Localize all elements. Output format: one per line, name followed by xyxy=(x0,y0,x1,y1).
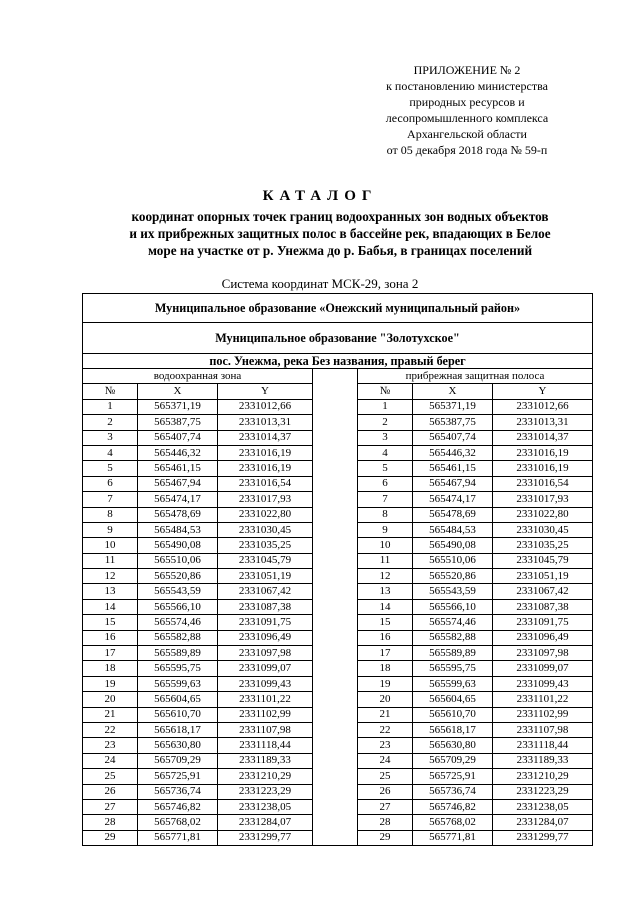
table-row xyxy=(83,799,593,814)
x-coordinate-cell: 565582,88 xyxy=(413,630,493,645)
y-coordinate-cell: 2331189,33 xyxy=(218,753,313,768)
y-coordinate-cell: 2331014,37 xyxy=(218,430,313,445)
table-gap xyxy=(313,753,358,768)
x-coordinate-cell: 565595,75 xyxy=(138,661,218,676)
table-row xyxy=(83,492,593,507)
subtitle-line: море на участке от р. Унежма до р. Бабья, в границах поселений xyxy=(147,243,533,258)
subtitle-line: и их прибрежных защитных полос в бассейне рек, впадающих в Белое xyxy=(129,226,551,241)
annex-line: лесопромышленного комплекса xyxy=(385,111,549,125)
point-number-cell: 17 xyxy=(83,646,138,661)
table-row xyxy=(83,646,593,661)
point-number-cell: 29 xyxy=(83,830,138,845)
y-coordinate-cell: 2331016,19 xyxy=(218,461,313,476)
y-coordinate-cell: 2331016,54 xyxy=(218,476,313,491)
y-coordinate-cell: 2331013,31 xyxy=(218,415,313,430)
y-coordinate-cell: 2331022,80 xyxy=(493,507,593,522)
table-gap xyxy=(313,445,358,460)
y-coordinate-cell: 2331096,49 xyxy=(493,630,593,645)
point-number-cell: 17 xyxy=(358,646,413,661)
x-coordinate-cell: 565446,32 xyxy=(413,445,493,460)
x-coordinate-cell: 565604,65 xyxy=(413,692,493,707)
y-coordinate-cell: 2331087,38 xyxy=(218,599,313,614)
table-gap xyxy=(313,369,358,384)
point-number-cell: 11 xyxy=(358,553,413,568)
x-coordinate-cell: 565725,91 xyxy=(138,769,218,784)
table-row xyxy=(83,584,593,599)
coordinates-table xyxy=(82,293,593,846)
table-gap xyxy=(313,538,358,553)
y-coordinate-cell: 2331118,44 xyxy=(218,738,313,753)
y-coordinate-cell: 2331101,22 xyxy=(493,692,593,707)
y-coordinate-cell: 2331223,29 xyxy=(218,784,313,799)
table-row xyxy=(83,722,593,737)
y-coordinate-cell: 2331030,45 xyxy=(218,522,313,537)
x-coordinate-cell: 565630,80 xyxy=(138,738,218,753)
y-coordinate-cell: 2331016,19 xyxy=(493,445,593,460)
x-coordinate-cell: 565604,65 xyxy=(138,692,218,707)
col-y-header: Y xyxy=(493,384,593,399)
x-coordinate-cell: 565467,94 xyxy=(413,476,493,491)
y-coordinate-cell: 2331016,19 xyxy=(493,461,593,476)
point-number-cell: 3 xyxy=(358,430,413,445)
y-coordinate-cell: 2331017,93 xyxy=(218,492,313,507)
x-coordinate-cell: 565371,19 xyxy=(413,399,493,414)
x-coordinate-cell: 565736,74 xyxy=(138,784,218,799)
x-coordinate-cell: 565566,10 xyxy=(413,599,493,614)
point-number-cell: 24 xyxy=(358,753,413,768)
point-number-cell: 16 xyxy=(358,630,413,645)
table-gap xyxy=(313,584,358,599)
x-coordinate-cell: 565387,75 xyxy=(138,415,218,430)
y-coordinate-cell: 2331099,07 xyxy=(218,661,313,676)
table-row xyxy=(83,769,593,784)
y-coordinate-cell: 2331284,07 xyxy=(218,815,313,830)
point-number-cell: 15 xyxy=(358,615,413,630)
point-number-cell: 27 xyxy=(83,799,138,814)
table-row xyxy=(83,615,593,630)
table-gap xyxy=(313,553,358,568)
point-number-cell: 14 xyxy=(83,599,138,614)
point-number-cell: 8 xyxy=(358,507,413,522)
table-gap xyxy=(313,830,358,845)
x-coordinate-cell: 565618,17 xyxy=(138,722,218,737)
y-coordinate-cell: 2331210,29 xyxy=(218,769,313,784)
table-gap xyxy=(313,569,358,584)
x-coordinate-cell: 565566,10 xyxy=(138,599,218,614)
y-coordinate-cell: 2331014,37 xyxy=(493,430,593,445)
point-number-cell: 26 xyxy=(83,784,138,799)
table-gap xyxy=(313,507,358,522)
annex-line: ПРИЛОЖЕНИЕ № 2 xyxy=(413,63,521,77)
y-coordinate-cell: 2331299,77 xyxy=(493,830,593,845)
coordinate-system: Система координат МСК-29, зона 2 xyxy=(221,276,419,291)
x-coordinate-cell: 565474,17 xyxy=(138,492,218,507)
x-coordinate-cell: 565771,81 xyxy=(138,830,218,845)
table-row xyxy=(83,630,593,645)
x-coordinate-cell: 565618,17 xyxy=(413,722,493,737)
x-coordinate-cell: 565630,80 xyxy=(413,738,493,753)
table-gap xyxy=(313,492,358,507)
x-coordinate-cell: 565461,15 xyxy=(138,461,218,476)
table-row xyxy=(83,430,593,445)
point-number-cell: 6 xyxy=(358,476,413,491)
x-coordinate-cell: 565595,75 xyxy=(413,661,493,676)
table-row xyxy=(83,815,593,830)
point-number-cell: 12 xyxy=(83,569,138,584)
table-gap xyxy=(313,384,358,399)
point-number-cell: 25 xyxy=(83,769,138,784)
y-coordinate-cell: 2331035,25 xyxy=(218,538,313,553)
table-gap xyxy=(313,707,358,722)
table-row xyxy=(83,692,593,707)
col-num-header: № xyxy=(83,384,138,399)
table-row xyxy=(83,415,593,430)
table-gap xyxy=(313,738,358,753)
left-group-label: водоохранная зона xyxy=(83,369,313,384)
annex-line: к постановлению министерства xyxy=(386,79,548,93)
annex-line: от 05 декабря 2018 года № 59-п xyxy=(386,143,548,157)
y-coordinate-cell: 2331099,43 xyxy=(218,676,313,691)
point-number-cell: 29 xyxy=(358,830,413,845)
y-coordinate-cell: 2331013,31 xyxy=(493,415,593,430)
point-number-cell: 10 xyxy=(83,538,138,553)
point-number-cell: 2 xyxy=(358,415,413,430)
table-gap xyxy=(313,522,358,537)
y-coordinate-cell: 2331189,33 xyxy=(493,753,593,768)
table-row xyxy=(83,676,593,691)
x-coordinate-cell: 565589,89 xyxy=(138,646,218,661)
x-coordinate-cell: 565484,53 xyxy=(413,522,493,537)
y-coordinate-cell: 2331045,79 xyxy=(493,553,593,568)
table-gap xyxy=(313,615,358,630)
y-coordinate-cell: 2331299,77 xyxy=(218,830,313,845)
y-coordinate-cell: 2331067,42 xyxy=(218,584,313,599)
point-number-cell: 9 xyxy=(83,522,138,537)
x-coordinate-cell: 565387,75 xyxy=(413,415,493,430)
point-number-cell: 4 xyxy=(358,445,413,460)
table-row xyxy=(83,522,593,537)
y-coordinate-cell: 2331107,98 xyxy=(493,722,593,737)
y-coordinate-cell: 2331067,42 xyxy=(493,584,593,599)
table-row xyxy=(83,599,593,614)
x-coordinate-cell: 565520,86 xyxy=(138,569,218,584)
x-coordinate-cell: 565446,32 xyxy=(138,445,218,460)
y-coordinate-cell: 2331017,93 xyxy=(493,492,593,507)
x-coordinate-cell: 565610,70 xyxy=(138,707,218,722)
point-number-cell: 1 xyxy=(83,399,138,414)
subtitle-line: координат опорных точек границ водоохранных зон водных объектов xyxy=(131,209,549,224)
table-row xyxy=(83,661,593,676)
point-number-cell: 28 xyxy=(358,815,413,830)
point-number-cell: 19 xyxy=(83,676,138,691)
table-gap xyxy=(313,692,358,707)
table-gap xyxy=(313,415,358,430)
table-row xyxy=(83,753,593,768)
y-coordinate-cell: 2331102,99 xyxy=(218,707,313,722)
table-gap xyxy=(313,599,358,614)
x-coordinate-cell: 565510,06 xyxy=(138,553,218,568)
point-number-cell: 7 xyxy=(83,492,138,507)
x-coordinate-cell: 565709,29 xyxy=(138,753,218,768)
x-coordinate-cell: 565543,59 xyxy=(413,584,493,599)
municipality-header: Муниципальное образование «Онежский муниципальный район» xyxy=(83,294,593,323)
x-coordinate-cell: 565543,59 xyxy=(138,584,218,599)
table-gap xyxy=(313,722,358,737)
y-coordinate-cell: 2331030,45 xyxy=(493,522,593,537)
point-number-cell: 27 xyxy=(358,799,413,814)
x-coordinate-cell: 565746,82 xyxy=(138,799,218,814)
point-number-cell: 28 xyxy=(83,815,138,830)
y-coordinate-cell: 2331223,29 xyxy=(493,784,593,799)
point-number-cell: 21 xyxy=(358,707,413,722)
document-subtitle xyxy=(90,208,590,259)
x-coordinate-cell: 565746,82 xyxy=(413,799,493,814)
point-number-cell: 22 xyxy=(358,722,413,737)
y-coordinate-cell: 2331118,44 xyxy=(493,738,593,753)
table-row xyxy=(83,476,593,491)
point-number-cell: 22 xyxy=(83,722,138,737)
y-coordinate-cell: 2331096,49 xyxy=(218,630,313,645)
x-coordinate-cell: 565478,69 xyxy=(138,507,218,522)
x-coordinate-cell: 565490,08 xyxy=(138,538,218,553)
x-coordinate-cell: 565709,29 xyxy=(413,753,493,768)
point-number-cell: 13 xyxy=(358,584,413,599)
point-number-cell: 5 xyxy=(358,461,413,476)
y-coordinate-cell: 2331035,25 xyxy=(493,538,593,553)
table-gap xyxy=(313,476,358,491)
point-number-cell: 19 xyxy=(358,676,413,691)
x-coordinate-cell: 565474,17 xyxy=(413,492,493,507)
point-number-cell: 14 xyxy=(358,599,413,614)
x-coordinate-cell: 565589,89 xyxy=(413,646,493,661)
x-coordinate-cell: 565574,46 xyxy=(138,615,218,630)
x-coordinate-cell: 565725,91 xyxy=(413,769,493,784)
point-number-cell: 23 xyxy=(358,738,413,753)
x-coordinate-cell: 565582,88 xyxy=(138,630,218,645)
point-number-cell: 26 xyxy=(358,784,413,799)
point-number-cell: 12 xyxy=(358,569,413,584)
point-number-cell: 4 xyxy=(83,445,138,460)
annex-header xyxy=(352,62,582,158)
y-coordinate-cell: 2331091,75 xyxy=(218,615,313,630)
point-number-cell: 9 xyxy=(358,522,413,537)
table-gap xyxy=(313,630,358,645)
x-coordinate-cell: 565371,19 xyxy=(138,399,218,414)
x-coordinate-cell: 565484,53 xyxy=(138,522,218,537)
point-number-cell: 5 xyxy=(83,461,138,476)
y-coordinate-cell: 2331022,80 xyxy=(218,507,313,522)
table-row xyxy=(83,553,593,568)
section-header: пос. Унежма, река Без названия, правый берег xyxy=(83,354,593,369)
y-coordinate-cell: 2331210,29 xyxy=(493,769,593,784)
y-coordinate-cell: 2331284,07 xyxy=(493,815,593,830)
x-coordinate-cell: 565510,06 xyxy=(413,553,493,568)
y-coordinate-cell: 2331016,19 xyxy=(218,445,313,460)
point-number-cell: 11 xyxy=(83,553,138,568)
point-number-cell: 20 xyxy=(83,692,138,707)
y-coordinate-cell: 2331051,19 xyxy=(493,569,593,584)
y-coordinate-cell: 2331091,75 xyxy=(493,615,593,630)
annex-line: Архангельской области xyxy=(407,127,527,141)
table-gap xyxy=(313,399,358,414)
point-number-cell: 18 xyxy=(83,661,138,676)
col-x-header: X xyxy=(413,384,493,399)
table-row xyxy=(83,707,593,722)
table-row xyxy=(83,507,593,522)
x-coordinate-cell: 565461,15 xyxy=(413,461,493,476)
point-number-cell: 18 xyxy=(358,661,413,676)
table-gap xyxy=(313,661,358,676)
point-number-cell: 24 xyxy=(83,753,138,768)
table-gap xyxy=(313,815,358,830)
y-coordinate-cell: 2331012,66 xyxy=(218,399,313,414)
y-coordinate-cell: 2331238,05 xyxy=(493,799,593,814)
y-coordinate-cell: 2331099,07 xyxy=(493,661,593,676)
point-number-cell: 16 xyxy=(83,630,138,645)
point-number-cell: 3 xyxy=(83,430,138,445)
col-x-header: X xyxy=(138,384,218,399)
table-gap xyxy=(313,430,358,445)
point-number-cell: 2 xyxy=(83,415,138,430)
y-coordinate-cell: 2331102,99 xyxy=(493,707,593,722)
x-coordinate-cell: 565610,70 xyxy=(413,707,493,722)
table-row xyxy=(83,738,593,753)
table-gap xyxy=(313,646,358,661)
x-coordinate-cell: 565599,63 xyxy=(138,676,218,691)
x-coordinate-cell: 565599,63 xyxy=(413,676,493,691)
table-gap xyxy=(313,784,358,799)
table-row xyxy=(83,461,593,476)
point-number-cell: 25 xyxy=(358,769,413,784)
point-number-cell: 23 xyxy=(83,738,138,753)
x-coordinate-cell: 565467,94 xyxy=(138,476,218,491)
x-coordinate-cell: 565768,02 xyxy=(413,815,493,830)
y-coordinate-cell: 2331087,38 xyxy=(493,599,593,614)
table-gap xyxy=(313,676,358,691)
y-coordinate-cell: 2331012,66 xyxy=(493,399,593,414)
x-coordinate-cell: 565771,81 xyxy=(413,830,493,845)
col-y-header: Y xyxy=(218,384,313,399)
x-coordinate-cell: 565736,74 xyxy=(413,784,493,799)
table-row xyxy=(83,569,593,584)
table-row xyxy=(83,784,593,799)
annex-line: природных ресурсов и xyxy=(409,95,525,109)
x-coordinate-cell: 565574,46 xyxy=(413,615,493,630)
y-coordinate-cell: 2331107,98 xyxy=(218,722,313,737)
x-coordinate-cell: 565478,69 xyxy=(413,507,493,522)
table-row xyxy=(83,538,593,553)
y-coordinate-cell: 2331045,79 xyxy=(218,553,313,568)
table-gap xyxy=(313,769,358,784)
y-coordinate-cell: 2331016,54 xyxy=(493,476,593,491)
point-number-cell: 7 xyxy=(358,492,413,507)
x-coordinate-cell: 565407,74 xyxy=(413,430,493,445)
point-number-cell: 21 xyxy=(83,707,138,722)
point-number-cell: 15 xyxy=(83,615,138,630)
x-coordinate-cell: 565407,74 xyxy=(138,430,218,445)
y-coordinate-cell: 2331099,43 xyxy=(493,676,593,691)
point-number-cell: 8 xyxy=(83,507,138,522)
point-number-cell: 13 xyxy=(83,584,138,599)
point-number-cell: 20 xyxy=(358,692,413,707)
point-number-cell: 10 xyxy=(358,538,413,553)
x-coordinate-cell: 565520,86 xyxy=(413,569,493,584)
table-row xyxy=(83,830,593,845)
settlement-header: Муниципальное образование "Золотухское" xyxy=(83,323,593,354)
table-gap xyxy=(313,461,358,476)
right-group-label: прибрежная защитная полоса xyxy=(358,369,593,384)
document-title: КАТАЛОГ xyxy=(262,188,378,204)
y-coordinate-cell: 2331097,98 xyxy=(218,646,313,661)
y-coordinate-cell: 2331097,98 xyxy=(493,646,593,661)
y-coordinate-cell: 2331051,19 xyxy=(218,569,313,584)
table-row xyxy=(83,399,593,414)
x-coordinate-cell: 565490,08 xyxy=(413,538,493,553)
col-num-header: № xyxy=(358,384,413,399)
x-coordinate-cell: 565768,02 xyxy=(138,815,218,830)
table-row xyxy=(83,445,593,460)
y-coordinate-cell: 2331101,22 xyxy=(218,692,313,707)
point-number-cell: 1 xyxy=(358,399,413,414)
point-number-cell: 6 xyxy=(83,476,138,491)
y-coordinate-cell: 2331238,05 xyxy=(218,799,313,814)
table-gap xyxy=(313,799,358,814)
